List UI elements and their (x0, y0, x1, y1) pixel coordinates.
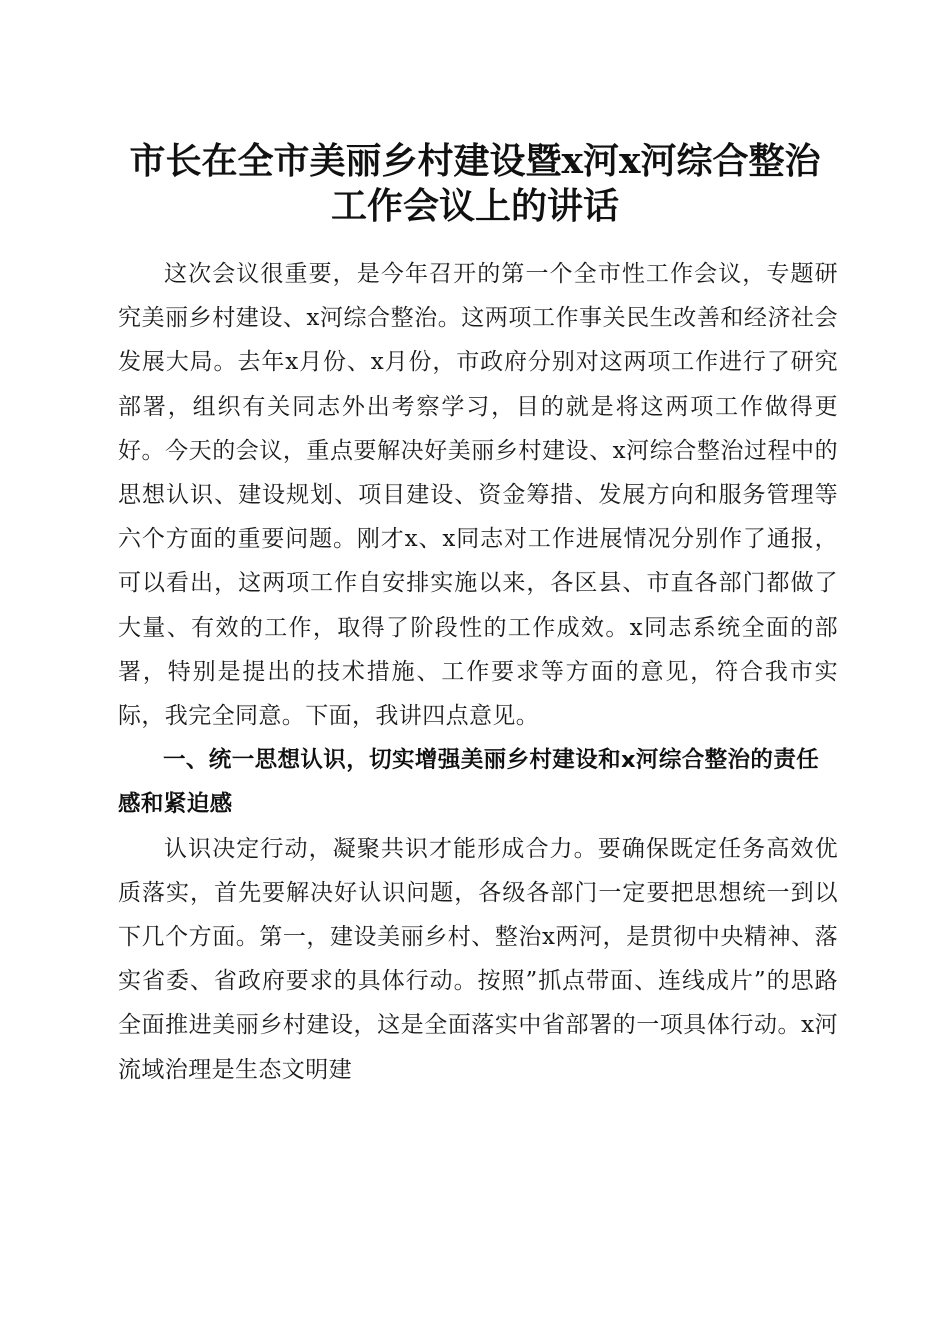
document-title-line-1: 市长在全市美丽乡村建设暨x河x河综合整治 (129, 140, 821, 182)
document-title-line-2: 工作会议上的讲话 (330, 185, 619, 227)
paragraph-intro: 这次会议很重要，是今年召开的第一个全市性工作会议，专题研究美丽乡村建设、x河综合整治。这两项工作事关民生改善和经济社会发展大局。去年x月份、x月份，市政府分别对这两项工作进行了研究部署，组织有关同志外出考察学习，目的就是将这两项工作做得更好。今天的会议，重点要解决好美丽乡村建设、x河综合整治过程中的思想认识、建设规划、项目建设、资金筹措、发展方向和服务管理等六个方面的重要问题。刚才x、x同志对工作进展情况分别作了通报，可以看出，这两项工作自安排实施以来，各区县、市直各部门都做了大量、有效的工作，取得了阶段性的工作成效。x同志系统全面的部署，特别是提出的技术措施、工作要求等方面的意见，符合我市实际，我完全同意。下面，我讲四点意见。 (118, 261, 838, 730)
document-body (118, 252, 838, 1092)
paragraph-section-1: 认识决定行动，凝聚共识才能形成合力。要确保既定任务高效优质落实，首先要解决好认识问题，各级各部门一定要把思想统一到以下几个方面。第一，建设美丽乡村、整治x两河，是贯彻中央精神、落实省委、省政府要求的具体行动。按照”抓点带面、连线成片”的思路全面推进美丽乡村建设，这是全面落实中省部署的一项具体行动。x河流域治理是生态文明建 (118, 835, 838, 1083)
section-heading-1: 一、统一思想认识，切实增强美丽乡村建设和x河综合整治的责任感和紧迫感 (118, 747, 820, 818)
